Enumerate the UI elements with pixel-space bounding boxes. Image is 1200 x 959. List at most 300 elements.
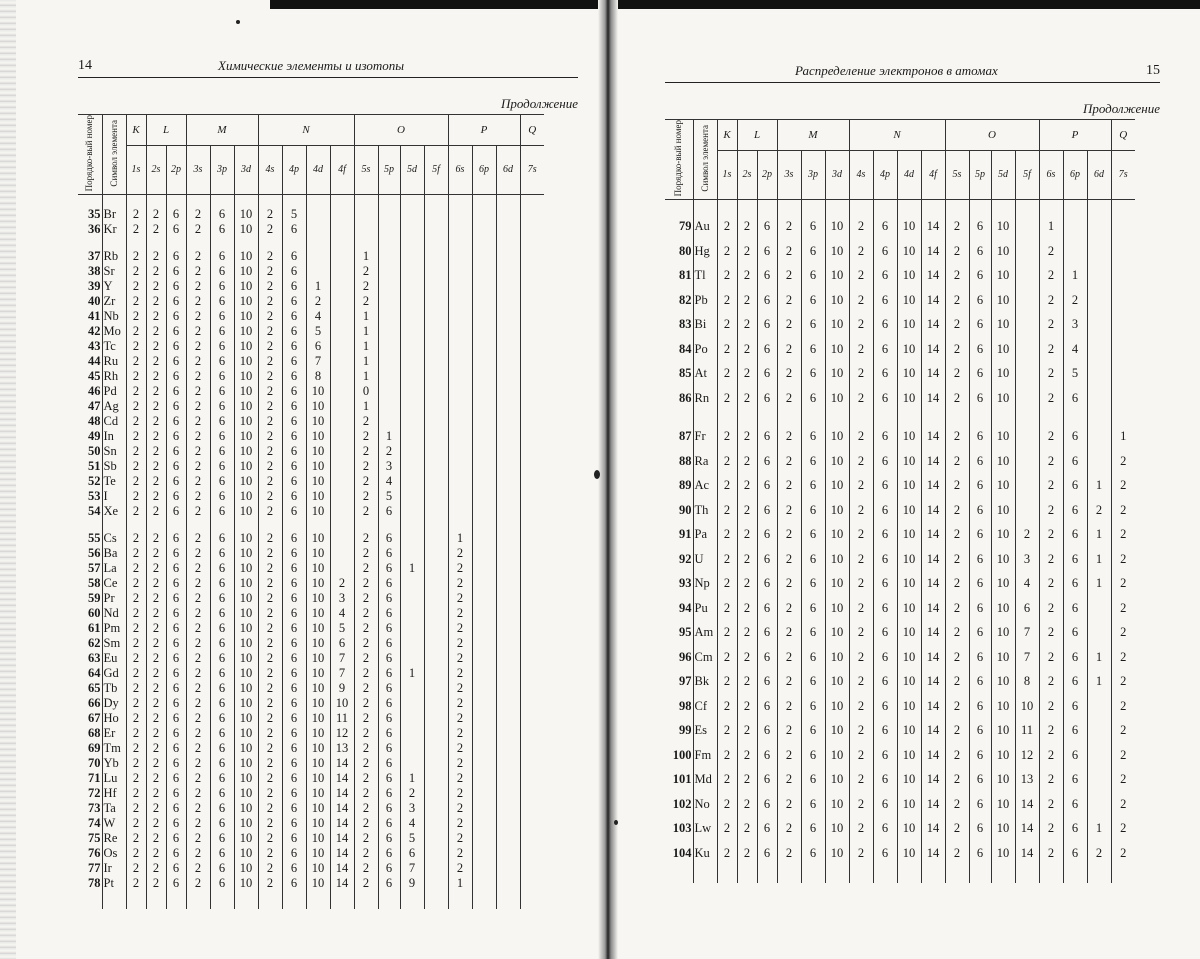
cell-subshell-1s: 2 xyxy=(717,620,737,645)
page-number: 14 xyxy=(78,58,92,73)
cell-subshell-5p: 6 xyxy=(378,546,400,561)
cell-subshell-3d: 10 xyxy=(825,620,849,645)
cell-subshell-5f xyxy=(424,459,448,474)
cell-subshell-6d xyxy=(1087,263,1111,288)
cell-subshell-5p xyxy=(378,264,400,279)
cell-subshell-4d xyxy=(306,207,330,222)
cell-subshell-3d: 10 xyxy=(825,596,849,621)
cell-subshell-4s: 2 xyxy=(849,386,873,411)
cell-subshell-2p: 6 xyxy=(757,596,777,621)
cell-subshell-4f xyxy=(330,399,354,414)
header-subshell-5f: 5f xyxy=(424,145,448,195)
cell-subshell-6d: 2 xyxy=(1087,498,1111,523)
cell-subshell-7s xyxy=(1111,361,1135,386)
cell-subshell-3p: 6 xyxy=(210,546,234,561)
cell-subshell-4d: 10 xyxy=(897,473,921,498)
table-row xyxy=(665,473,1135,498)
cell-subshell-3d: 10 xyxy=(825,694,849,719)
cell-subshell-4f: 6 xyxy=(330,636,354,651)
cell-subshell-2s: 2 xyxy=(146,591,166,606)
cell-subshell-5d xyxy=(400,546,424,561)
cell-subshell-5p xyxy=(378,309,400,324)
cell-subshell-5s: 2 xyxy=(354,546,378,561)
cell-subshell-3s: 2 xyxy=(186,606,210,621)
cell-subshell-6s: 2 xyxy=(1039,312,1063,337)
cell-element-symbol: I xyxy=(102,489,126,504)
cell-subshell-6d xyxy=(496,474,520,489)
cell-subshell-4p: 6 xyxy=(873,841,897,866)
cell-subshell-7s: 2 xyxy=(1111,473,1135,498)
cell-subshell-5f xyxy=(424,504,448,519)
cell-subshell-6d: 2 xyxy=(1087,841,1111,866)
cell-subshell-1s: 2 xyxy=(126,546,146,561)
cell-subshell-3p: 6 xyxy=(801,337,825,362)
table-row xyxy=(78,444,544,459)
cell-subshell-1s: 2 xyxy=(126,606,146,621)
cell-subshell-3d: 10 xyxy=(825,816,849,841)
cell-subshell-4s: 2 xyxy=(849,694,873,719)
cell-subshell-3s: 2 xyxy=(186,831,210,846)
group-spacer xyxy=(665,410,1135,424)
cell-subshell-4d: 10 xyxy=(306,696,330,711)
cell-subshell-1s: 2 xyxy=(717,312,737,337)
table-row xyxy=(78,591,544,606)
cell-subshell-4f: 7 xyxy=(330,666,354,681)
cell-subshell-3d: 10 xyxy=(825,263,849,288)
cell-subshell-3p: 6 xyxy=(210,561,234,576)
cell-subshell-7s xyxy=(1111,312,1135,337)
table-row xyxy=(78,861,544,876)
cell-subshell-5d: 4 xyxy=(400,816,424,831)
cell-subshell-2s: 2 xyxy=(737,337,757,362)
cell-subshell-5f: 2 xyxy=(1015,522,1039,547)
cell-subshell-3p: 6 xyxy=(801,743,825,768)
table-row xyxy=(78,222,544,237)
cell-atomic-number: 74 xyxy=(88,816,101,831)
cell-subshell-4f: 14 xyxy=(330,786,354,801)
cell-subshell-3p: 6 xyxy=(210,504,234,519)
cell-atomic-number: 82 xyxy=(679,292,692,307)
cell-subshell-3d: 10 xyxy=(234,591,258,606)
cell-subshell-4d: 10 xyxy=(897,214,921,239)
cell-subshell-7s xyxy=(520,222,544,237)
cell-subshell-3p: 6 xyxy=(210,309,234,324)
cell-atomic-number: 41 xyxy=(88,309,101,324)
cell-subshell-7s xyxy=(1111,386,1135,411)
table-row xyxy=(78,459,544,474)
cell-subshell-3d: 10 xyxy=(825,424,849,449)
cell-subshell-3d: 10 xyxy=(234,741,258,756)
cell-element-symbol: Hg xyxy=(693,239,717,264)
cell-subshell-4p: 6 xyxy=(282,831,306,846)
cell-subshell-4d: 10 xyxy=(897,792,921,817)
cell-subshell-5f xyxy=(424,786,448,801)
cell-subshell-4p: 6 xyxy=(282,681,306,696)
cell-subshell-2p: 6 xyxy=(166,756,186,771)
cell-subshell-3s: 2 xyxy=(777,841,801,866)
cell-subshell-1s: 2 xyxy=(126,681,146,696)
cell-subshell-3s: 2 xyxy=(777,473,801,498)
scan-speck xyxy=(614,820,618,825)
cell-subshell-2s: 2 xyxy=(737,214,757,239)
cell-subshell-5s: 2 xyxy=(354,504,378,519)
cell-subshell-4d: 10 xyxy=(306,726,330,741)
header-subshell-4d: 4d xyxy=(306,145,330,195)
cell-subshell-6s: 2 xyxy=(1039,498,1063,523)
cell-subshell-5p: 6 xyxy=(969,361,991,386)
cell-subshell-5s: 2 xyxy=(945,669,969,694)
cell-subshell-2p: 6 xyxy=(757,239,777,264)
cell-subshell-3d: 10 xyxy=(234,786,258,801)
table-row xyxy=(78,621,544,636)
header-subshell-3s: 3s xyxy=(186,145,210,195)
cell-subshell-3s: 2 xyxy=(186,816,210,831)
cell-subshell-3s: 2 xyxy=(186,444,210,459)
cell-subshell-5f xyxy=(1015,337,1039,362)
cell-subshell-2p: 6 xyxy=(166,576,186,591)
cell-element-symbol: Pm xyxy=(102,621,126,636)
cell-subshell-4s: 2 xyxy=(258,741,282,756)
cell-subshell-4s: 2 xyxy=(258,339,282,354)
cell-subshell-5f: 3 xyxy=(1015,547,1039,572)
cell-subshell-7s xyxy=(520,369,544,384)
cell-subshell-5f xyxy=(424,294,448,309)
cell-subshell-6d xyxy=(1087,337,1111,362)
cell-element-symbol: Md xyxy=(693,767,717,792)
cell-atomic-number: 89 xyxy=(679,478,692,493)
cell-subshell-5p: 6 xyxy=(969,547,991,572)
cell-subshell-6s: 1 xyxy=(448,876,472,891)
cell-subshell-6s: 2 xyxy=(1039,547,1063,572)
cell-subshell-6d xyxy=(1087,792,1111,817)
cell-subshell-2p: 6 xyxy=(757,816,777,841)
cell-subshell-4s: 2 xyxy=(258,801,282,816)
cell-subshell-6d xyxy=(1087,767,1111,792)
cell-subshell-2p: 6 xyxy=(757,522,777,547)
cell-subshell-2s: 2 xyxy=(146,666,166,681)
cell-subshell-4f xyxy=(330,474,354,489)
cell-subshell-6p: 6 xyxy=(1063,498,1087,523)
cell-subshell-7s xyxy=(520,504,544,519)
cell-subshell-7s xyxy=(520,489,544,504)
table-row xyxy=(665,596,1135,621)
cell-subshell-4s: 2 xyxy=(258,696,282,711)
cell-subshell-4d: 10 xyxy=(306,831,330,846)
cell-subshell-5d: 10 xyxy=(991,547,1015,572)
cell-subshell-5f xyxy=(1015,449,1039,474)
cell-subshell-6p: 6 xyxy=(1063,386,1087,411)
cell-subshell-3d: 10 xyxy=(234,279,258,294)
cell-subshell-6d xyxy=(496,606,520,621)
cell-subshell-5f xyxy=(424,489,448,504)
cell-subshell-7s xyxy=(520,696,544,711)
cell-subshell-5d xyxy=(400,651,424,666)
cell-subshell-3s: 2 xyxy=(777,361,801,386)
cell-subshell-6p xyxy=(472,264,496,279)
table-row xyxy=(78,546,544,561)
cell-subshell-4d: 10 xyxy=(306,561,330,576)
cell-subshell-2p: 6 xyxy=(166,741,186,756)
cell-subshell-5s xyxy=(354,222,378,237)
cell-subshell-5d xyxy=(400,414,424,429)
cell-subshell-4p: 6 xyxy=(282,816,306,831)
cell-subshell-5s: 0 xyxy=(354,384,378,399)
cell-subshell-1s: 2 xyxy=(126,339,146,354)
cell-subshell-2s: 2 xyxy=(146,264,166,279)
header-shell-M: M xyxy=(186,115,258,146)
cell-subshell-6s xyxy=(448,324,472,339)
cell-subshell-6s: 2 xyxy=(1039,424,1063,449)
cell-subshell-6s xyxy=(448,339,472,354)
cell-subshell-2s: 2 xyxy=(146,399,166,414)
table-row xyxy=(665,816,1135,841)
cell-subshell-6s xyxy=(448,459,472,474)
cell-subshell-6s: 2 xyxy=(1039,620,1063,645)
cell-subshell-5s: 2 xyxy=(354,801,378,816)
cell-subshell-5f xyxy=(424,861,448,876)
cell-subshell-6s xyxy=(448,399,472,414)
cell-subshell-5s: 2 xyxy=(945,547,969,572)
cell-subshell-3s: 2 xyxy=(186,504,210,519)
cell-subshell-5d: 10 xyxy=(991,288,1015,313)
cell-subshell-2p: 6 xyxy=(757,263,777,288)
cell-subshell-6p xyxy=(1063,239,1087,264)
cell-subshell-5d: 10 xyxy=(991,361,1015,386)
cell-subshell-3p: 6 xyxy=(210,384,234,399)
cell-subshell-4f xyxy=(330,546,354,561)
table-row xyxy=(78,561,544,576)
cell-subshell-4p: 6 xyxy=(873,214,897,239)
cell-subshell-5d xyxy=(400,354,424,369)
header-subshell-5p: 5p xyxy=(378,145,400,195)
cell-subshell-4f: 14 xyxy=(921,449,945,474)
cell-subshell-4d: 10 xyxy=(306,576,330,591)
cell-subshell-4p: 6 xyxy=(282,801,306,816)
cell-subshell-6d xyxy=(1087,386,1111,411)
cell-subshell-4p: 6 xyxy=(282,249,306,264)
cell-subshell-4s: 2 xyxy=(258,207,282,222)
cell-subshell-1s: 2 xyxy=(717,841,737,866)
cell-subshell-7s xyxy=(520,576,544,591)
cell-subshell-5f xyxy=(424,561,448,576)
cell-subshell-5d: 10 xyxy=(991,669,1015,694)
cell-atomic-number: 71 xyxy=(88,771,101,786)
cell-subshell-6p xyxy=(472,831,496,846)
group-spacer xyxy=(78,519,544,531)
cell-subshell-5p: 6 xyxy=(969,743,991,768)
cell-subshell-1s: 2 xyxy=(717,214,737,239)
cell-subshell-3s: 2 xyxy=(777,263,801,288)
cell-subshell-2s: 2 xyxy=(737,263,757,288)
cell-element-symbol: Pt xyxy=(102,876,126,891)
cell-subshell-7s: 2 xyxy=(1111,522,1135,547)
cell-subshell-6p: 6 xyxy=(1063,571,1087,596)
cell-subshell-4d xyxy=(306,222,330,237)
cell-subshell-3p: 6 xyxy=(801,361,825,386)
cell-subshell-4p: 6 xyxy=(282,324,306,339)
table-row xyxy=(78,309,544,324)
cell-subshell-6s: 2 xyxy=(1039,596,1063,621)
cell-subshell-5f xyxy=(424,801,448,816)
cell-subshell-1s: 2 xyxy=(126,801,146,816)
cell-subshell-3p: 6 xyxy=(210,861,234,876)
cell-subshell-5s: 2 xyxy=(945,645,969,670)
cell-subshell-4d: 10 xyxy=(897,263,921,288)
cell-subshell-4f: 14 xyxy=(330,816,354,831)
cell-subshell-7s: 2 xyxy=(1111,694,1135,719)
cell-subshell-1s: 2 xyxy=(126,771,146,786)
cell-subshell-6p xyxy=(472,354,496,369)
table-row xyxy=(78,606,544,621)
cell-subshell-4p: 6 xyxy=(282,696,306,711)
cell-subshell-5s: 2 xyxy=(354,294,378,309)
cell-subshell-5p: 6 xyxy=(378,756,400,771)
cell-subshell-4f xyxy=(330,324,354,339)
cell-atomic-number: 86 xyxy=(679,390,692,405)
cell-subshell-4p: 6 xyxy=(282,354,306,369)
table-row xyxy=(78,786,544,801)
cell-subshell-3s: 2 xyxy=(777,498,801,523)
cell-subshell-6d xyxy=(1087,449,1111,474)
cell-subshell-6p xyxy=(472,576,496,591)
cell-subshell-2s: 2 xyxy=(146,696,166,711)
header-subshell-2p: 2p xyxy=(757,150,777,200)
cell-subshell-3d: 10 xyxy=(234,444,258,459)
cell-subshell-6p xyxy=(472,651,496,666)
cell-subshell-4d: 10 xyxy=(306,414,330,429)
cell-subshell-1s: 2 xyxy=(126,846,146,861)
cell-element-symbol: Mo xyxy=(102,324,126,339)
cell-subshell-7s xyxy=(520,249,544,264)
cell-subshell-3s: 2 xyxy=(186,264,210,279)
cell-atomic-number: 99 xyxy=(679,723,692,738)
cell-subshell-2s: 2 xyxy=(737,522,757,547)
cell-subshell-5s: 2 xyxy=(354,666,378,681)
cell-subshell-2s: 2 xyxy=(146,876,166,891)
cell-element-symbol: Ba xyxy=(102,546,126,561)
cell-subshell-2p: 6 xyxy=(757,718,777,743)
cell-subshell-5f xyxy=(1015,386,1039,411)
cell-subshell-3p: 6 xyxy=(801,214,825,239)
cell-subshell-4f: 14 xyxy=(921,361,945,386)
table-row xyxy=(78,666,544,681)
cell-subshell-5d xyxy=(400,429,424,444)
cell-subshell-5s: 2 xyxy=(354,846,378,861)
cell-subshell-5p: 6 xyxy=(969,792,991,817)
cell-subshell-4d: 10 xyxy=(306,474,330,489)
cell-subshell-3p: 6 xyxy=(801,547,825,572)
cell-subshell-3s: 2 xyxy=(186,756,210,771)
table-row xyxy=(78,681,544,696)
cell-subshell-6p: 5 xyxy=(1063,361,1087,386)
cell-subshell-7s: 2 xyxy=(1111,792,1135,817)
cell-element-symbol: Th xyxy=(693,498,717,523)
cell-subshell-4d: 10 xyxy=(897,498,921,523)
cell-subshell-4s: 2 xyxy=(258,756,282,771)
cell-subshell-1s: 2 xyxy=(126,591,146,606)
cell-subshell-6s: 2 xyxy=(448,666,472,681)
cell-subshell-4f xyxy=(330,429,354,444)
cell-subshell-5s: 2 xyxy=(354,531,378,546)
cell-subshell-4d: 10 xyxy=(897,694,921,719)
cell-subshell-4d: 10 xyxy=(897,841,921,866)
cell-subshell-7s xyxy=(520,666,544,681)
cell-subshell-5p xyxy=(378,369,400,384)
cell-subshell-3d: 10 xyxy=(234,369,258,384)
cell-subshell-4d: 10 xyxy=(897,620,921,645)
cell-subshell-2p: 6 xyxy=(166,861,186,876)
cell-subshell-5p xyxy=(378,294,400,309)
table-row xyxy=(665,312,1135,337)
cell-subshell-4s: 2 xyxy=(258,369,282,384)
cell-subshell-4s: 2 xyxy=(849,449,873,474)
cell-subshell-6p: 6 xyxy=(1063,841,1087,866)
cell-subshell-5d xyxy=(400,369,424,384)
cell-subshell-4s: 2 xyxy=(258,846,282,861)
cell-subshell-3d: 10 xyxy=(234,504,258,519)
cell-subshell-5s: 2 xyxy=(354,621,378,636)
cell-subshell-3p: 6 xyxy=(801,792,825,817)
cell-subshell-7s xyxy=(520,606,544,621)
cell-subshell-1s: 2 xyxy=(126,561,146,576)
cell-subshell-6s: 2 xyxy=(1039,386,1063,411)
cell-subshell-2p: 6 xyxy=(166,222,186,237)
cell-subshell-2s: 2 xyxy=(146,651,166,666)
cell-subshell-4f: 14 xyxy=(921,645,945,670)
cell-subshell-5p: 6 xyxy=(378,846,400,861)
cell-subshell-5s: 2 xyxy=(354,726,378,741)
cell-subshell-7s xyxy=(520,681,544,696)
cell-subshell-4f: 9 xyxy=(330,681,354,696)
cell-subshell-6d xyxy=(496,399,520,414)
cell-subshell-5p: 5 xyxy=(378,489,400,504)
cell-subshell-4s: 2 xyxy=(849,792,873,817)
cell-subshell-5s: 2 xyxy=(354,696,378,711)
cell-element-symbol: Lw xyxy=(693,816,717,841)
cell-subshell-5d xyxy=(400,264,424,279)
cell-subshell-2p: 6 xyxy=(166,264,186,279)
cell-subshell-4d: 1 xyxy=(306,279,330,294)
cell-subshell-7s: 2 xyxy=(1111,669,1135,694)
cell-subshell-4p: 6 xyxy=(282,876,306,891)
cell-subshell-1s: 2 xyxy=(126,249,146,264)
table-row xyxy=(665,386,1135,411)
cell-subshell-2s: 2 xyxy=(146,636,166,651)
cell-subshell-1s: 2 xyxy=(126,222,146,237)
cell-subshell-6s: 2 xyxy=(448,786,472,801)
cell-subshell-3s: 2 xyxy=(186,531,210,546)
cell-subshell-6d xyxy=(496,666,520,681)
cell-subshell-6p xyxy=(472,621,496,636)
cell-subshell-5d: 10 xyxy=(991,620,1015,645)
cell-subshell-4f: 14 xyxy=(921,214,945,239)
cell-subshell-2p: 6 xyxy=(166,546,186,561)
cell-subshell-2s: 2 xyxy=(737,669,757,694)
group-spacer xyxy=(665,200,1135,215)
cell-element-symbol: Br xyxy=(102,207,126,222)
cell-subshell-6s: 2 xyxy=(448,606,472,621)
cell-subshell-6s: 2 xyxy=(1039,337,1063,362)
cell-subshell-4p: 6 xyxy=(873,816,897,841)
cell-subshell-6s: 2 xyxy=(448,756,472,771)
cell-subshell-4f: 14 xyxy=(921,841,945,866)
cell-element-symbol: Pu xyxy=(693,596,717,621)
cell-subshell-4s: 2 xyxy=(258,324,282,339)
cell-subshell-3s: 2 xyxy=(777,337,801,362)
cell-atomic-number: 51 xyxy=(88,459,101,474)
cell-subshell-4f: 14 xyxy=(921,473,945,498)
cell-subshell-5f xyxy=(424,264,448,279)
